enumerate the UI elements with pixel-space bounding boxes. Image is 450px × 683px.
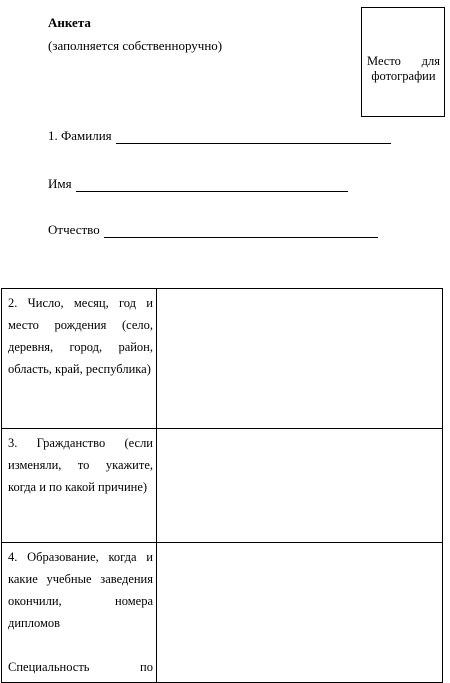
answer-cell-education[interactable] [157,543,443,683]
patronymic-label: Отчество [48,222,100,237]
specialty-line [2,656,156,678]
question-text: 2. Число, месяц, год и место рождения (село, деревня, город, район, область, край, республика) [8,296,153,376]
answer-cell-birth[interactable] [157,289,443,429]
first-name-input-line[interactable] [76,179,348,192]
specialty-label: Специальность [8,660,90,674]
photo-placeholder [361,7,445,117]
answer-cell-citizenship[interactable] [157,429,443,543]
form-subtitle: (заполняется собственноручно) [48,38,223,53]
table-row [2,429,443,543]
surname-label: 1. Фамилия [48,128,112,143]
table-row [2,543,443,683]
surname-field [48,128,391,144]
surname-input-line[interactable] [116,131,391,144]
photo-label: Место для фотографии [367,54,440,83]
first-name-label: Имя [48,176,72,191]
form-title: Анкета [48,15,91,30]
specialty-suffix: по [140,660,153,674]
question-text: 4. Образование, когда и какие учебные заведения окончили, номера дипломов [8,550,153,630]
patronymic-input-line[interactable] [104,225,378,238]
question-cell-citizenship [2,429,157,543]
questionnaire-table [1,288,443,683]
first-name-field [48,176,348,192]
question-cell-birth [2,289,157,429]
table-row [2,289,443,429]
patronymic-field [48,222,378,238]
question-cell-education [2,543,157,683]
question-text: 3. Гражданство (если изменяли, то укажите, когда и по какой причине) [8,436,153,494]
